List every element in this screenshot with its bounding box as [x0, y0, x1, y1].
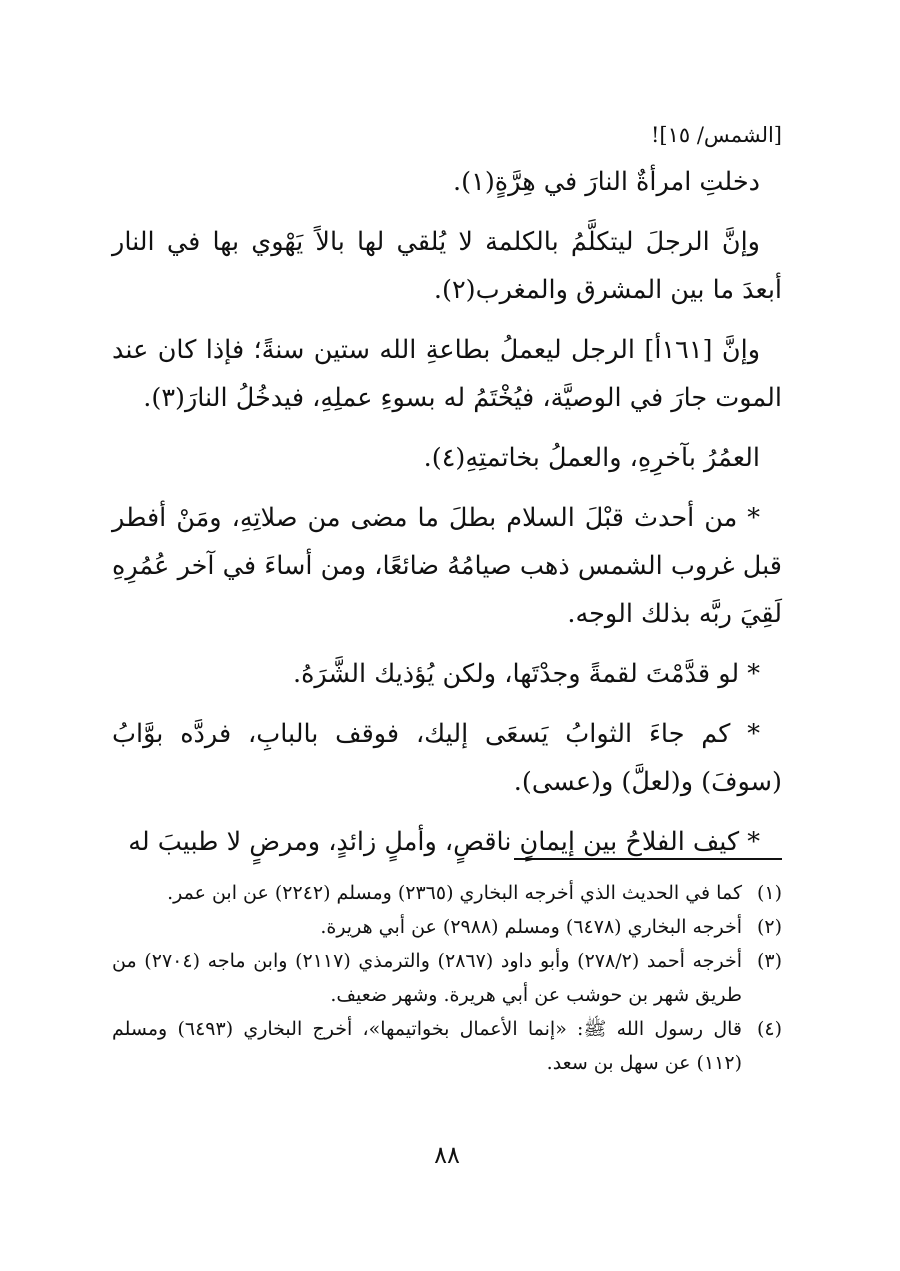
- paragraph: * كيف الفلاحُ بين إيمانٍ ناقصٍ، وأملٍ زائدٍ، ومرضٍ لا طبيبَ له: [128, 827, 760, 857]
- paragraph: * كم جاءَ الثوابُ يَسعَى إليك، فوقف بالبابِ، فردَّه بوَّابُ (سوفَ) و(لعلَّ) و(عسى).: [112, 719, 782, 797]
- page-number: ٨٨: [434, 1141, 460, 1169]
- book-page: [112, 120, 782, 1271]
- footnotes: [112, 876, 782, 1080]
- footnote-text: قال رسول الله ﷺ: «إنما الأعمال بخواتيمها»، أخرج البخاري (٦٤٩٣) ومسلم (١١٢) عن سهل بن سعد.: [112, 1018, 742, 1074]
- paragraph: دخلتِ امرأةٌ النارَ في هِرَّةٍ(١).: [453, 167, 760, 197]
- footnote-number: (٣): [756, 950, 782, 972]
- paragraph: * لو قدَّمْتَ لقمةً وجدْتَها، ولكن يُؤذيك الشَّرَهُ.: [292, 659, 760, 689]
- running-header: [الشمس/ ١٥]!: [650, 123, 782, 147]
- footnote-text: أخرجه أحمد (٢٧٨/٢) وأبو داود (٢٨٦٧) والترمذي (٢١١٧) وابن ماجه (٢٧٠٤) من طريق شهر بن حوشب عن أبي هريرة. وشهر ضعيف.: [112, 950, 742, 1006]
- footnote-separator: [514, 858, 782, 860]
- footnote-number: (٤): [756, 1018, 782, 1040]
- paragraph: العمُرُ بآخرِهِ، والعملُ بخاتمتِهِ(٤).: [423, 443, 760, 473]
- footnote: [112, 910, 782, 944]
- footnote: [112, 944, 782, 1012]
- footnote-number: (٢): [756, 916, 782, 938]
- footnote-text: كما في الحديث الذي أخرجه البخاري (٢٣٦٥) ومسلم (٢٢٤٢) عن ابن عمر.: [167, 882, 742, 904]
- footnote-text: أخرجه البخاري (٦٤٧٨) ومسلم (٢٩٨٨) عن أبي هريرة.: [320, 916, 742, 938]
- paragraph: * من أحدث قبْلَ السلام بطلَ ما مضى من صلاتِهِ، ومَنْ أفطر قبل غروب الشمس ذهب صيامُهُ ضائعًا، ومن أساءَ في آخر عُمُرِهِ لَقِيَ ربَّه بذلك الوجه.: [112, 503, 782, 629]
- footnote: [112, 1012, 782, 1080]
- footnote-number: (١): [756, 882, 782, 904]
- footnote: [112, 876, 782, 910]
- paragraph: وإنَّ الرجلَ ليتكلَّمُ بالكلمة لا يُلقي لها بالاً يَهْوي بها في النار أبعدَ ما بين المشرق والمغرب(٢).: [112, 227, 782, 305]
- paragraph: وإنَّ [١٦١أ] الرجل ليعملُ بطاعةِ الله ستين سنةً؛ فإذا كان عند الموت جارَ في الوصيَّة، فيُخْتَمُ له بسوءِ عملِهِ، فيدخُلُ النارَ(٣).: [112, 335, 782, 413]
- main-text: [112, 158, 782, 866]
